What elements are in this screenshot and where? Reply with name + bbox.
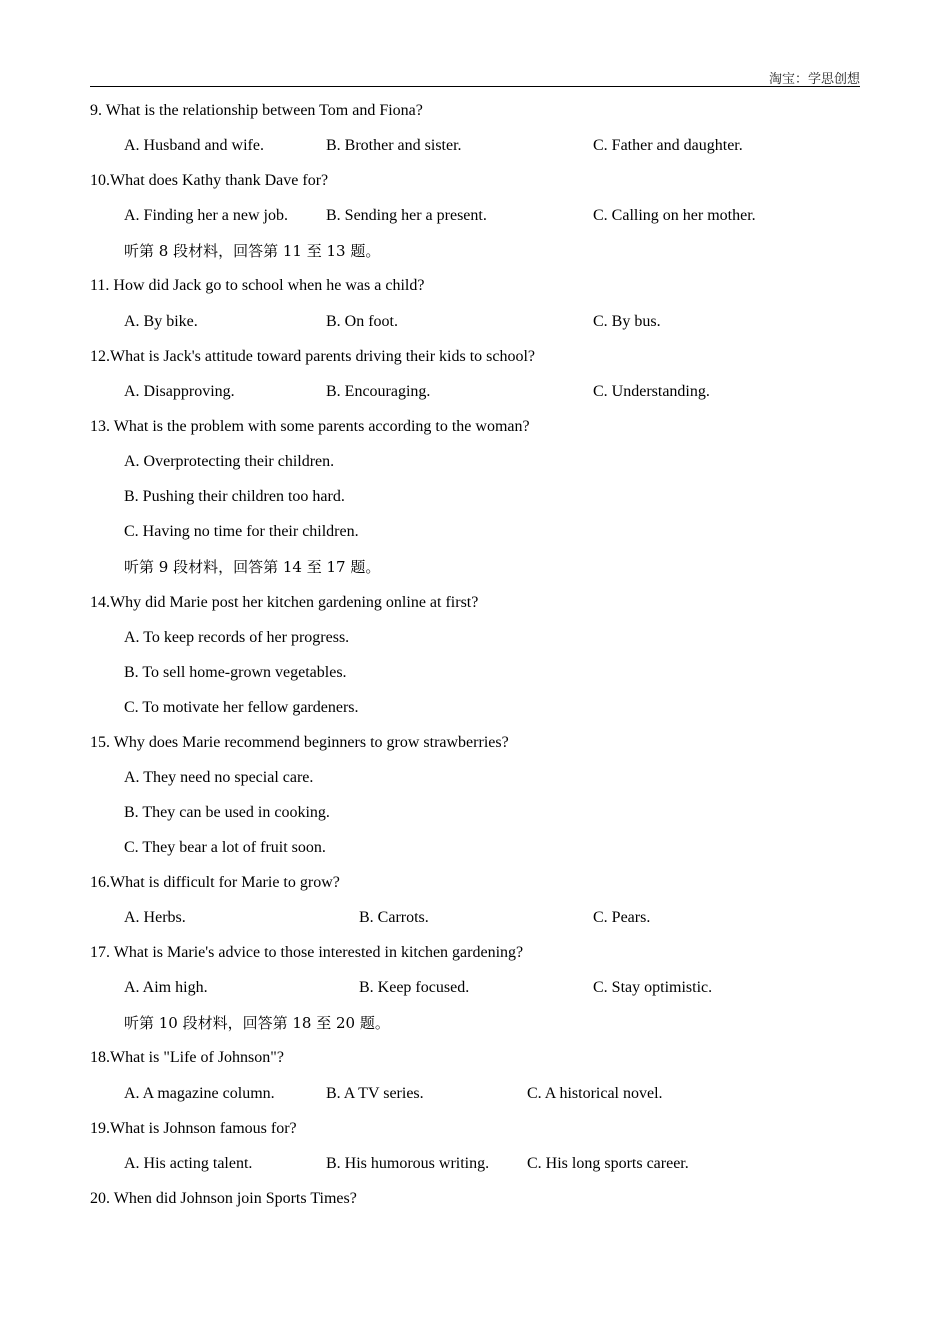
question-14-stem: 14.Why did Marie post her kitchen gardening online at first? [90,594,479,611]
question-19-option-a: A. His acting talent. [124,1155,253,1172]
question-14-option-a: A. To keep records of her progress. [124,629,350,646]
question-9-option-b: B. Brother and sister. [326,137,462,154]
section-9-instruction: 听第 9 段材料，回答第 14 至 17 题。 [124,558,381,576]
header-rule [90,86,860,87]
section-8-instruction: 听第 8 段材料，回答第 11 至 13 题。 [124,242,381,260]
question-13-option-a: A. Overprotecting their children. [124,453,335,470]
question-9-option-a: A. Husband and wife. [124,137,264,154]
question-19-option-c: C. His long sports career. [527,1155,689,1172]
question-11-option-a: A. By bike. [124,313,198,330]
question-17-option-c: C. Stay optimistic. [593,979,713,996]
question-12-stem: 12.What is Jack's attitude toward parents driving their kids to school? [90,348,536,365]
question-18-option-a: A. A magazine column. [124,1085,275,1102]
question-10-option-a: A. Finding her a new job. [124,207,288,224]
question-15-option-c: C. They bear a lot of fruit soon. [124,839,326,856]
question-15-option-b: B. They can be used in cooking. [124,804,330,821]
question-17-option-a: A. Aim high. [124,979,208,996]
question-10-option-b: B. Sending her a present. [326,207,487,224]
page-header: 淘宝：学思创想 [768,72,860,87]
question-16-option-b: B. Carrots. [359,909,429,926]
question-19-stem: 19.What is Johnson famous for? [90,1120,297,1137]
question-15-stem: 15. Why does Marie recommend beginners to grow strawberries? [90,734,509,751]
question-11-option-c: C. By bus. [593,313,661,330]
question-18-stem: 18.What is "Life of Johnson"? [90,1049,284,1066]
question-13-option-c: C. Having no time for their children. [124,523,359,540]
question-17-stem: 17. What is Marie's advice to those interested in kitchen gardening? [90,944,524,961]
question-20-stem: 20. When did Johnson join Sports Times? [90,1190,357,1207]
question-9-stem: 9. What is the relationship between Tom and Fiona? [90,102,423,119]
question-18-option-c: C. A historical novel. [527,1085,663,1102]
question-11-stem: 11. How did Jack go to school when he was a child? [90,277,425,294]
question-13-option-b: B. Pushing their children too hard. [124,488,345,505]
question-14-option-b: B. To sell home-grown vegetables. [124,664,347,681]
question-19-option-b: B. His humorous writing. [326,1155,490,1172]
question-18-option-b: B. A TV series. [326,1085,424,1102]
question-12-option-c: C. Understanding. [593,383,710,400]
question-12-option-b: B. Encouraging. [326,383,431,400]
question-16-option-a: A. Herbs. [124,909,186,926]
question-10-option-c: C. Calling on her mother. [593,207,756,224]
section-10-instruction: 听第 10 段材料，回答第 18 至 20 题。 [124,1014,390,1032]
question-11-option-b: B. On foot. [326,313,398,330]
question-13-stem: 13. What is the problem with some parents according to the woman? [90,418,530,435]
question-14-option-c: C. To motivate her fellow gardeners. [124,699,359,716]
question-12-option-a: A. Disapproving. [124,383,235,400]
question-16-option-c: C. Pears. [593,909,651,926]
question-15-option-a: A. They need no special care. [124,769,314,786]
question-17-option-b: B. Keep focused. [359,979,470,996]
question-10-stem: 10.What does Kathy thank Dave for? [90,172,329,189]
question-9-option-c: C. Father and daughter. [593,137,743,154]
question-16-stem: 16.What is difficult for Marie to grow? [90,874,340,891]
